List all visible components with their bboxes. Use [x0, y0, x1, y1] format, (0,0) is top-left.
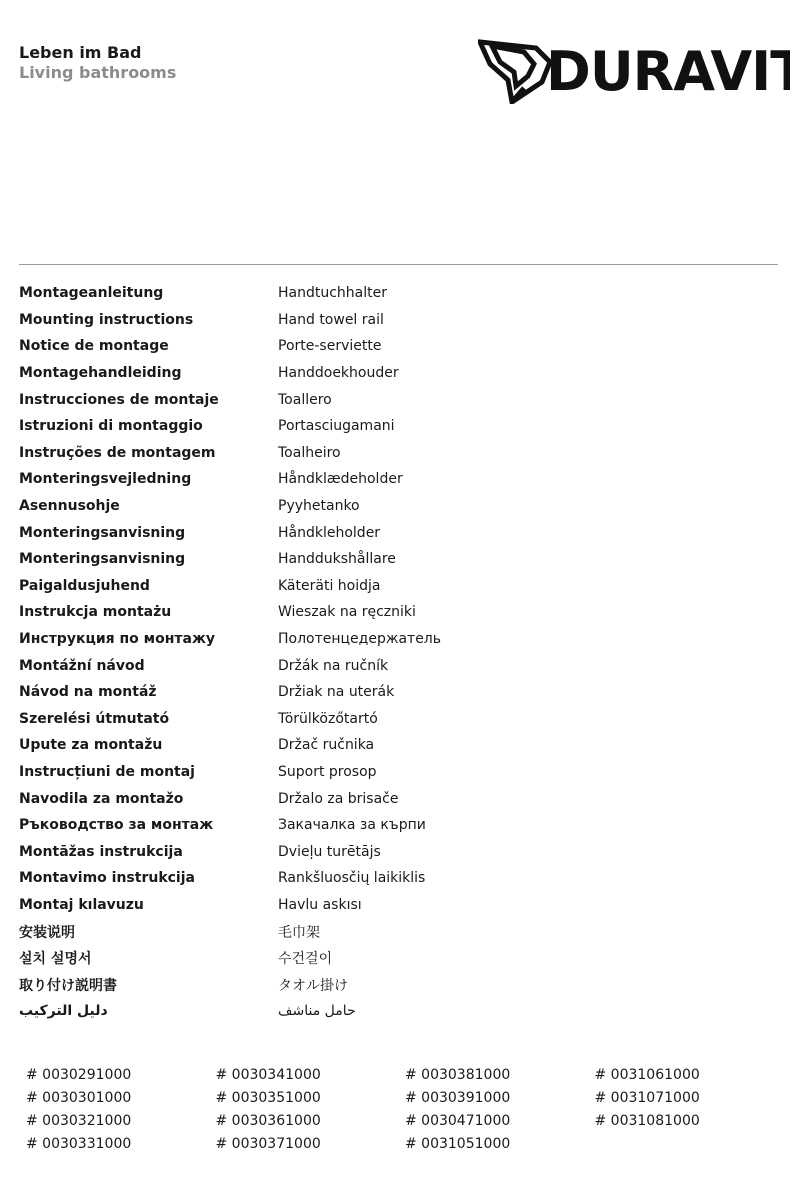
instruction-row	[19, 519, 779, 546]
article-number: # 0030291000	[26, 1067, 132, 1083]
product-name: Držák na ručník	[278, 657, 389, 674]
instruction-row	[19, 918, 779, 945]
product-name: Držalo za brisače	[278, 790, 399, 807]
product-name: Wieszak na ręczniki	[278, 604, 416, 621]
instruction-title: Monteringsanvisning	[19, 551, 186, 568]
instruction-title: Mounting instructions	[19, 311, 194, 328]
instruction-title: 安装说明	[19, 924, 75, 941]
product-name: Havlu askısı	[278, 896, 362, 913]
instruction-title: دليل التركيب	[19, 1003, 108, 1020]
instruction-title: Montageanleitung	[19, 285, 164, 302]
article-number: # 0030351000	[215, 1090, 321, 1106]
instruction-row	[19, 493, 779, 520]
article-numbers	[26, 1064, 784, 1156]
tagline-german: Leben im Bad	[19, 43, 142, 62]
product-name: 수건걸이	[278, 951, 333, 968]
instruction-row	[19, 546, 779, 573]
product-name: Закачалка за кърпи	[278, 817, 426, 834]
instruction-title: Monteringsanvisning	[19, 524, 186, 541]
instruction-title: Asennusohje	[19, 498, 120, 515]
article-number: # 0030361000	[215, 1113, 321, 1129]
instruction-title: 取り付け説明書	[19, 977, 117, 994]
article-number: # 0030381000	[405, 1067, 511, 1083]
instruction-row	[19, 998, 779, 1025]
rocket-logo-icon	[478, 28, 790, 104]
instruction-row	[19, 679, 779, 706]
article-number: # 0031071000	[594, 1090, 700, 1106]
instruction-row	[19, 307, 779, 334]
instruction-title: Ръководство за монтаж	[19, 817, 214, 834]
article-number: # 0030301000	[26, 1090, 132, 1106]
product-name: Rankšluosčių laikiklis	[278, 870, 426, 887]
tagline-english: Living bathrooms	[19, 63, 177, 82]
article-number: # 0030371000	[215, 1136, 321, 1152]
instruction-title: Instrucciones de montaje	[19, 391, 219, 408]
product-name: Hand towel rail	[278, 311, 384, 328]
instruction-row	[19, 706, 779, 733]
product-name: Pyyhetanko	[278, 498, 360, 515]
instruction-title: Istruzioni di montaggio	[19, 418, 203, 435]
instruction-row	[19, 360, 779, 387]
instruction-title: Montagehandleiding	[19, 365, 182, 382]
instruction-row	[19, 785, 779, 812]
instruction-row	[19, 652, 779, 679]
product-name: Handtuchhalter	[278, 285, 387, 302]
instructions-list	[19, 280, 779, 1025]
article-number: # 0031061000	[594, 1067, 700, 1083]
instruction-row	[19, 413, 779, 440]
instruction-row	[19, 599, 779, 626]
instruction-title: Navodila za montažo	[19, 790, 184, 807]
product-name: Полотенцедержатель	[278, 631, 442, 648]
instruction-title: Notice de montage	[19, 338, 169, 355]
product-name: Handdoekhouder	[278, 365, 399, 382]
instruction-row	[19, 732, 779, 759]
instruction-row	[19, 892, 779, 919]
product-name: Toallero	[278, 391, 332, 408]
duravit-logo	[478, 28, 790, 104]
product-name: Držač ručnika	[278, 737, 375, 754]
brand-wordmark: DURAVIT	[546, 40, 790, 103]
article-number-column	[216, 1064, 406, 1156]
instruction-row	[19, 386, 779, 413]
instruction-row	[19, 466, 779, 493]
instruction-row	[19, 945, 779, 972]
instruction-title: Instrukcja montażu	[19, 604, 172, 621]
product-name: Porte-serviette	[278, 338, 382, 355]
instruction-title: Montaj kılavuzu	[19, 896, 144, 913]
instruction-row	[19, 280, 779, 307]
instruction-row	[19, 626, 779, 653]
instruction-title: Instruções de montagem	[19, 444, 216, 461]
product-name: Držiak na uterák	[278, 684, 395, 701]
article-number-column	[405, 1064, 595, 1156]
product-name: タオル掛け	[278, 977, 348, 994]
article-number: # 0030321000	[26, 1113, 132, 1129]
instruction-title: Návod na montáž	[19, 684, 157, 701]
instruction-title: Monteringsvejledning	[19, 471, 192, 488]
article-number: # 0031051000	[405, 1136, 511, 1152]
product-name: Käteräti hoidja	[278, 577, 381, 594]
product-name: Toalheiro	[278, 444, 341, 461]
product-name: 毛巾架	[278, 924, 320, 941]
product-name: Suport prosop	[278, 763, 377, 780]
divider	[19, 264, 778, 265]
article-number: # 0031081000	[594, 1113, 700, 1129]
instruction-row	[19, 838, 779, 865]
instruction-row	[19, 865, 779, 892]
instruction-row	[19, 971, 779, 998]
instruction-title: Montážní návod	[19, 657, 145, 674]
instruction-row	[19, 333, 779, 360]
instruction-row	[19, 440, 779, 467]
instruction-row	[19, 573, 779, 600]
instruction-title: Montavimo instrukcija	[19, 870, 195, 887]
instruction-title: Montāžas instrukcija	[19, 843, 183, 860]
article-number-column	[26, 1064, 216, 1156]
instruction-title: Инструкция по монтажу	[19, 631, 216, 648]
article-number-column	[595, 1064, 785, 1156]
tagline	[19, 43, 176, 83]
product-name: Portasciugamani	[278, 418, 395, 435]
product-name: Dvieļu turētājs	[278, 843, 381, 860]
article-number: # 0030391000	[405, 1090, 511, 1106]
product-name: Håndkleholder	[278, 524, 381, 541]
instruction-title: Szerelési útmutató	[19, 710, 170, 727]
instruction-title: 설치 설명서	[19, 951, 92, 968]
product-name: Törülközőtartó	[278, 710, 378, 727]
instruction-title: Paigaldusjuhend	[19, 577, 150, 594]
instruction-row	[19, 759, 779, 786]
article-number: # 0030471000	[405, 1113, 511, 1129]
instruction-title: Instrucțiuni de montaj	[19, 763, 195, 780]
instruction-title: Upute za montažu	[19, 737, 163, 754]
product-name: حامل مناشف	[278, 1003, 356, 1020]
article-number: # 0030331000	[26, 1136, 132, 1152]
product-name: Handdukshållare	[278, 551, 396, 568]
product-name: Håndklædeholder	[278, 471, 403, 488]
instruction-row	[19, 812, 779, 839]
article-number: # 0030341000	[215, 1067, 321, 1083]
